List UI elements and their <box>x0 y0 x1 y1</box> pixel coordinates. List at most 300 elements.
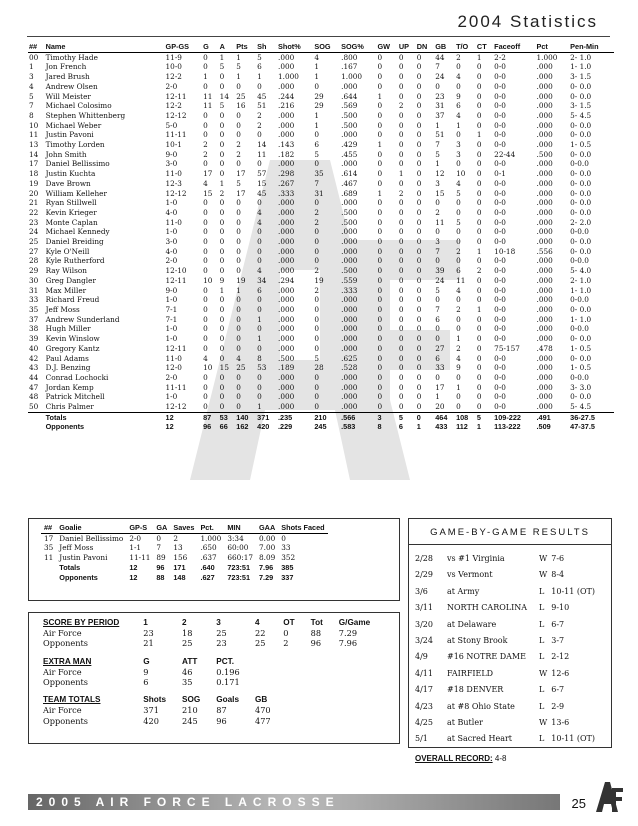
section-header-cell: Tot <box>310 618 323 627</box>
table-cell: .267 <box>278 178 295 188</box>
section-header-cell: G <box>143 656 150 666</box>
section-header-cell: 1 <box>143 618 148 627</box>
table-cell: 2-0 <box>165 372 178 382</box>
table-cell: 0 <box>236 159 241 169</box>
table-cell: .000 <box>278 81 295 91</box>
table-cell: 1 <box>377 91 383 101</box>
table-cell: 0 <box>281 533 286 543</box>
table-cell: 5 <box>435 285 440 295</box>
table-cell: Air Force <box>43 628 82 639</box>
game-cell: 3/24 <box>415 636 433 646</box>
table-cell: .000 <box>278 246 295 256</box>
table-cell: 210 <box>313 412 340 422</box>
table-cell: .637 <box>200 553 217 563</box>
table-cell: 88 <box>156 572 165 582</box>
table-cell: 2 <box>314 217 319 227</box>
table-cell: 7-1 <box>165 314 178 324</box>
table-cell: 0 <box>219 159 225 169</box>
table-cell: .528 <box>341 363 358 373</box>
table-cell: 0-0 <box>494 266 506 276</box>
table-cell: 96 <box>203 422 212 432</box>
table-cell: .500 <box>341 120 358 130</box>
table-cell: Hugh Miller <box>45 324 91 334</box>
table-cell: 1 <box>236 72 241 82</box>
table-cell: 2 <box>398 188 404 198</box>
table-cell: Daniel Bellissimo <box>59 533 124 543</box>
table-cell: 0 <box>219 207 225 217</box>
table-cell: 7.00 <box>259 543 276 553</box>
table-cell: .000 <box>278 402 295 412</box>
table-cell: 1 <box>476 246 482 256</box>
table-cell: 12 <box>435 169 445 179</box>
table-cell: 3 <box>435 237 440 247</box>
game-cell: 8-4 <box>551 570 565 580</box>
table-cell: 0.00 <box>259 533 276 543</box>
table-cell: 0- 0.0 <box>570 237 592 247</box>
table-cell: 0 <box>377 237 383 247</box>
table-cell: 0-0 <box>494 120 506 130</box>
table-cell: 2 <box>236 149 241 159</box>
table-cell: 210 <box>182 705 198 716</box>
table-cell: 7 <box>156 543 162 553</box>
table-cell: 2-0 <box>129 533 142 543</box>
table-cell: 7 <box>435 246 440 256</box>
table-cell: 0 <box>156 533 162 543</box>
table-cell: 2 <box>203 140 208 150</box>
section-header-row <box>41 618 384 628</box>
table-cell: 0 <box>476 324 482 334</box>
table-cell: 0 <box>219 266 225 276</box>
table-cell: 11-9 <box>165 52 182 62</box>
table-cell: 12-12 <box>165 402 187 412</box>
game-results-table <box>413 551 597 748</box>
column-header: Sh <box>256 42 277 52</box>
table-cell: 60:00 <box>227 543 249 553</box>
table-cell: 0 <box>398 149 404 159</box>
table-cell: 47 <box>29 382 39 392</box>
table-cell: 0 <box>416 363 422 373</box>
table-cell: 0 <box>257 237 262 247</box>
table-cell: 0 <box>377 149 383 159</box>
table-row <box>28 392 614 402</box>
table-cell: 2 <box>456 304 461 314</box>
table-cell: 0 <box>416 130 422 140</box>
game-cell: 9-10 <box>551 603 570 613</box>
table-cell <box>28 422 45 432</box>
table-cell: Opponents <box>43 677 89 688</box>
table-cell: 4 <box>257 217 262 227</box>
table-cell: 28 <box>29 256 39 266</box>
table-cell: 13 <box>173 543 183 553</box>
table-cell: .229 <box>278 422 293 432</box>
table-cell: .182 <box>278 149 295 159</box>
section-header-cell: 3 <box>216 618 221 627</box>
game-cell: W <box>539 718 548 728</box>
table-cell: 12-2 <box>165 72 182 82</box>
table-cell: 0 <box>219 402 225 412</box>
table-cell: 0 <box>416 198 422 208</box>
table-cell: 46 <box>182 666 193 677</box>
table-cell: 10 <box>29 120 39 130</box>
table-cell: 0 <box>476 101 482 111</box>
table-cell: 1.000 <box>341 72 363 82</box>
table-cell: 0 <box>377 382 383 392</box>
column-header: Pct <box>536 42 570 52</box>
table-cell: 31 <box>435 101 445 111</box>
overall-record <box>415 754 611 763</box>
table-cell: .333 <box>341 285 358 295</box>
table-cell: 0 <box>236 402 241 412</box>
table-cell: .500 <box>341 207 358 217</box>
table-cell: .000 <box>341 81 358 91</box>
game-cell: 3/20 <box>415 619 433 629</box>
table-cell: 11 <box>203 91 213 101</box>
table-cell: 0 <box>398 207 404 217</box>
table-cell: 0-0 <box>494 178 506 188</box>
table-cell: 96 <box>216 715 227 726</box>
table-cell: 0 <box>476 314 482 324</box>
table-cell: 0-0 <box>494 198 506 208</box>
table-cell: 28 <box>314 363 324 373</box>
table-cell: .000 <box>278 295 295 305</box>
table-cell: 0-0 <box>494 227 506 237</box>
game-row <box>413 567 597 583</box>
table-row <box>28 286 614 296</box>
table-cell: 108 <box>455 412 476 422</box>
table-row <box>28 111 614 121</box>
table-cell: 0 <box>416 353 422 363</box>
table-cell: 40 <box>29 343 39 353</box>
table-cell: Greg Dangler <box>45 275 96 285</box>
table-cell: 0 <box>476 402 482 412</box>
table-cell: 0 <box>398 392 404 402</box>
table-cell: 25 <box>236 91 246 101</box>
table-cell: 0-0.0 <box>570 256 589 266</box>
table-cell: 0 <box>398 363 404 373</box>
table-cell: .000 <box>341 237 358 247</box>
section-header-cell: SOG <box>182 695 201 705</box>
table-cell: 33 <box>435 363 445 373</box>
game-row <box>413 682 597 698</box>
table-cell: 0-0.0 <box>570 372 589 382</box>
table-cell: .000 <box>278 52 295 62</box>
table-cell: 4 <box>456 178 461 188</box>
table-cell: 0 <box>435 256 440 266</box>
table-cell: 0 <box>203 304 208 314</box>
table-cell: 0 <box>203 237 208 247</box>
table-cell: 0 <box>476 343 482 353</box>
table-cell: 0 <box>203 110 208 120</box>
table-cell: 0 <box>377 363 383 373</box>
table-cell: 0 <box>416 140 422 150</box>
table-cell: 352 <box>281 553 296 563</box>
table-cell: .000 <box>536 324 553 334</box>
table-cell: .627 <box>200 572 215 582</box>
table-cell: .000 <box>536 217 553 227</box>
table-cell: 0 <box>416 275 422 285</box>
table-row <box>28 92 614 102</box>
table-cell: 0 <box>219 169 225 179</box>
table-cell: 0 <box>377 392 383 402</box>
table-cell: .000 <box>278 304 295 314</box>
table-row <box>28 256 614 266</box>
table-row <box>28 121 614 131</box>
table-cell: 0 <box>398 256 404 266</box>
table-cell: 0 <box>257 324 262 334</box>
table-cell: .500 <box>341 266 358 276</box>
table-cell: 0 <box>283 628 289 639</box>
table-cell: .000 <box>536 178 553 188</box>
table-cell: Monte Caplan <box>45 217 98 227</box>
table-cell: .000 <box>341 130 358 140</box>
table-cell: 44 <box>29 372 39 382</box>
table-row <box>28 198 614 208</box>
table-cell: 0-1 <box>494 169 506 179</box>
table-cell: 4-0 <box>165 207 178 217</box>
table-cell: 0-0.0 <box>570 295 589 305</box>
table-cell: 0 <box>476 188 482 198</box>
table-cell: 12-12 <box>165 110 187 120</box>
table-cell: 0 <box>416 402 422 412</box>
table-cell: 0-0 <box>494 237 506 247</box>
table-cell: Timothy Lorden <box>45 140 105 150</box>
table-cell: .000 <box>341 227 358 237</box>
table-cell: 0 <box>236 392 241 402</box>
table-cell: .000 <box>278 285 295 295</box>
table-cell: 723:51 <box>227 562 251 572</box>
table-cell: 0 <box>476 237 482 247</box>
table-cell: 1 <box>456 334 461 344</box>
table-cell: 0 <box>219 120 225 130</box>
table-cell: 19 <box>236 275 246 285</box>
page-title: 2004 Statistics <box>457 12 598 31</box>
table-cell: 0 <box>377 159 383 169</box>
table-cell: .500 <box>341 110 358 120</box>
table-row <box>28 159 614 169</box>
column-header: Pen-Min <box>569 42 614 52</box>
game-cell: 4/23 <box>415 701 433 711</box>
section-header-cell: 2 <box>182 618 187 627</box>
table-cell: 0 <box>398 52 404 62</box>
game-cell: W <box>539 668 548 678</box>
table-cell: 0 <box>219 295 225 305</box>
game-cell: at Stony Brook <box>447 636 508 646</box>
table-cell: .000 <box>278 237 295 247</box>
table-cell: .000 <box>536 140 553 150</box>
table-cell: 0 <box>456 402 461 412</box>
game-cell: 4/11 <box>415 668 433 678</box>
table-cell: 0-0 <box>494 314 506 324</box>
table-cell: .000 <box>536 295 553 305</box>
table-cell: .000 <box>341 334 358 344</box>
table-cell: 0 <box>398 130 404 140</box>
table-cell: 0 <box>314 372 319 382</box>
table-cell: .000 <box>278 217 295 227</box>
table-cell: 1-1 <box>129 543 142 553</box>
table-cell: 35 <box>314 169 324 179</box>
table-cell: 0 <box>219 227 225 237</box>
table-cell: 24 <box>435 72 445 82</box>
table-cell: 0 <box>377 372 383 382</box>
table-cell: 385 <box>281 562 294 572</box>
table-cell: 34 <box>257 275 267 285</box>
table-cell: 0 <box>203 295 208 305</box>
table-cell: 0 <box>377 227 383 237</box>
table-cell: 11-0 <box>165 353 182 363</box>
table-cell: 5 <box>29 91 34 101</box>
table-cell: 0 <box>219 256 225 266</box>
table-cell: .000 <box>536 101 553 111</box>
table-cell: 4 <box>236 353 241 363</box>
table-cell: 0-0.0 <box>570 324 589 334</box>
table-cell: Air Force <box>43 705 82 716</box>
game-cell: 7-6 <box>551 554 565 563</box>
table-cell: Paul Adams <box>45 353 89 363</box>
table-cell: 0 <box>476 81 482 91</box>
table-cell: 0 <box>236 256 241 266</box>
table-cell: .000 <box>536 198 553 208</box>
table-cell: 0 <box>398 334 404 344</box>
table-cell: 44 <box>435 52 445 62</box>
page-number: 25 <box>571 796 586 811</box>
spacer-cell <box>41 649 141 657</box>
table-cell: 0 <box>398 295 404 305</box>
table-row <box>28 189 614 199</box>
table-cell: 0-0 <box>494 382 506 392</box>
table-cell: 0 <box>416 188 422 198</box>
table-cell: Opponents <box>59 572 98 582</box>
table-cell: 0 <box>314 295 319 305</box>
table-cell: 0 <box>219 149 225 159</box>
table-cell: 0 <box>257 227 262 237</box>
table-cell: 0 <box>236 334 241 344</box>
table-row <box>41 628 384 638</box>
table-cell: 0- 0.0 <box>570 169 592 179</box>
table-cell: .650 <box>200 543 217 553</box>
table-cell: 0-0 <box>494 324 506 334</box>
table-cell: .298 <box>278 169 295 179</box>
table-cell: Jeff Moss <box>59 543 94 553</box>
table-cell: 0 <box>476 110 482 120</box>
table-cell: 4 <box>29 81 34 91</box>
table-cell: 0 <box>476 334 482 344</box>
table-cell: 9-0 <box>165 149 178 159</box>
footer-banner <box>28 794 560 810</box>
game-cell: 10-11 (OT) <box>551 586 596 596</box>
game-cell: #16 NOTRE DAME <box>447 652 526 662</box>
table-cell: 0 <box>219 81 225 91</box>
table-cell: 0-0.0 <box>570 227 589 237</box>
table-cell: 1-0 <box>165 198 178 208</box>
totals-row <box>28 422 614 432</box>
game-cell: 6-7 <box>551 685 565 695</box>
table-cell: 0 <box>476 372 482 382</box>
table-cell: 0 <box>257 159 262 169</box>
table-cell: 0 <box>203 285 208 295</box>
table-cell: 0 <box>219 140 225 150</box>
table-cell: 245 <box>314 422 327 432</box>
table-row <box>41 638 384 648</box>
table-cell: 0.196 <box>216 666 240 677</box>
table-cell: 0 <box>314 314 319 324</box>
table-cell: 19 <box>29 178 39 188</box>
table-cell: .000 <box>278 130 295 140</box>
table-cell: 35 <box>29 304 39 314</box>
table-row <box>28 227 614 237</box>
table-cell: 29 <box>314 91 324 101</box>
table-cell: .000 <box>536 256 553 266</box>
table-cell: Kevin Krieger <box>45 207 97 217</box>
table-cell: 0 <box>398 314 404 324</box>
table-cell: 2-0 <box>165 81 178 91</box>
table-cell: D.J. Benzing <box>45 363 91 373</box>
table-cell: 0 <box>398 140 404 150</box>
table-cell: 0 <box>398 110 404 120</box>
table-cell: 12-11 <box>165 343 187 353</box>
table-cell: 0 <box>416 120 422 130</box>
column-header: ## <box>41 523 56 533</box>
table-row <box>28 72 614 82</box>
table-cell: 0 <box>416 304 422 314</box>
game-cell: at #8 Ohio State <box>447 701 515 711</box>
table-cell: 0- 0.0 <box>570 81 592 91</box>
game-cell: 2-12 <box>551 652 570 662</box>
table-cell: 0 <box>476 353 482 363</box>
table-cell: 31 <box>29 285 39 295</box>
table-cell: .000 <box>278 110 295 120</box>
table-cell: 0 <box>377 207 383 217</box>
table-cell: 37 <box>29 314 39 324</box>
table-cell: 0 <box>416 372 422 382</box>
table-cell: 47-37.5 <box>570 422 595 432</box>
table-cell: 1 <box>476 422 481 432</box>
table-cell: 1 <box>203 72 208 82</box>
table-cell: 2 <box>236 140 241 150</box>
table-cell: 25 <box>236 363 246 373</box>
table-cell: 0 <box>377 402 383 412</box>
table-cell: 14 <box>219 91 229 101</box>
table-cell: 22 <box>255 628 266 639</box>
table-cell: .000 <box>278 198 295 208</box>
table-cell: Ray Wilson <box>45 266 87 276</box>
table-cell: 15 <box>203 188 213 198</box>
table-cell: 11-11 <box>165 130 187 140</box>
table-row <box>28 324 614 334</box>
table-cell: 0 <box>398 159 404 169</box>
table-cell: 43 <box>29 363 39 373</box>
column-header: Shots Faced <box>278 523 327 533</box>
table-cell: 0 <box>257 130 262 140</box>
table-cell: 38 <box>29 324 39 334</box>
table-cell: 0 <box>377 101 383 111</box>
table-cell: .294 <box>278 275 295 285</box>
game-cell: vs Vermont <box>447 570 493 580</box>
table-cell: 0 <box>476 120 482 130</box>
table-cell: 0 <box>219 334 225 344</box>
overall-record-value: 4-8 <box>494 753 507 763</box>
table-cell: .800 <box>341 52 358 62</box>
table-cell: 0 <box>236 198 241 208</box>
goalie-stats-box <box>28 518 400 601</box>
table-cell: .000 <box>536 304 553 314</box>
table-cell: 6 <box>456 266 461 276</box>
table-cell: 0 <box>219 198 225 208</box>
game-row <box>413 633 597 649</box>
table-cell: 1 <box>476 52 482 62</box>
table-cell: Justin Pavoni <box>45 130 94 140</box>
game-cell: 2-9 <box>551 701 565 711</box>
table-cell: 17 <box>236 188 246 198</box>
